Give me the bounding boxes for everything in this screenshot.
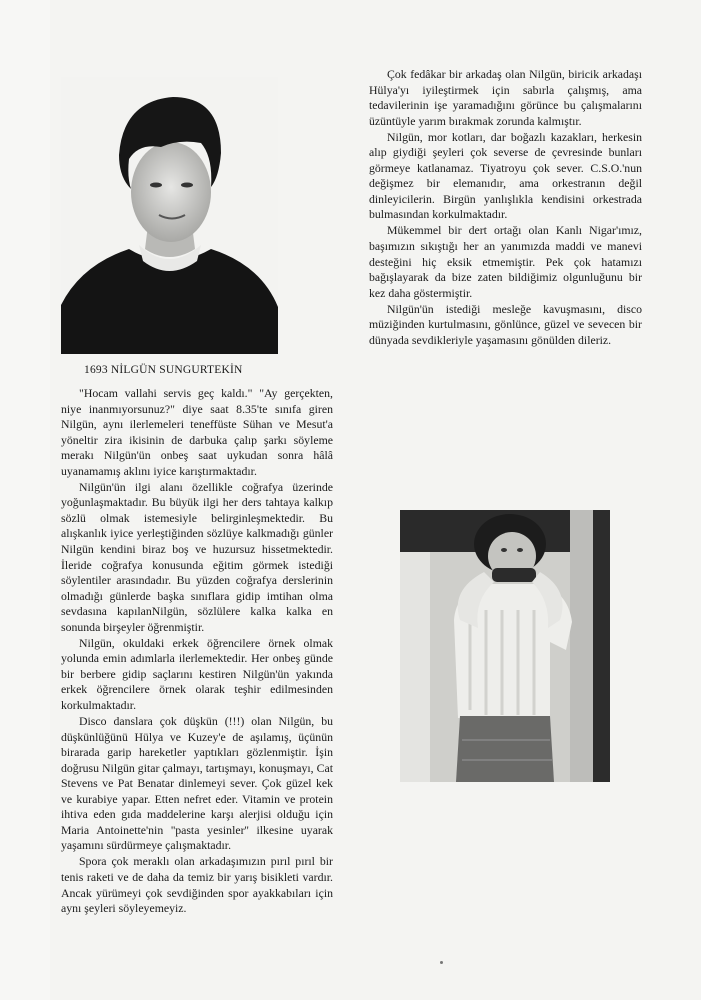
photo-caption: 1693 NİLGÜN SUNGURTEKİN: [84, 364, 243, 376]
paragraph: Disco danslara çok düşkün (!!!) olan Nilgün, bu düşkünlüğünü Hülya ve Kuzey'e de aşılamış, üçünün birarada garip hareketler yaptıkları gözlenmiştir. İşin doğrusu Nilgün gitar çalmayı, tartışmayı, konuşmayı, Cat Stevens ve Pat Benatar dinlemeyi sever. Çok güzel kek ve kurabiye yapar. Etten nefret eder. Vitamin ve protein ihtiva eden gıda maddelerine karşı alerjisi olduğu için Maria Antoinette'nin ''pasta yesinler'' ilkesine uyarak yaşamını sürdürmeye çalışmaktadır.: [61, 713, 333, 853]
page-margin: [0, 0, 50, 1000]
print-speck: [440, 961, 443, 964]
paragraph: Çok fedâkar bir arkadaş olan Nilgün, biricik arkadaşı Hülya'yı iyileştirmek için sabırla çalışmış, ama tedavilerinin işe yaramadığını görünce bu çalışmalarını üzüntüyle yarım bırakmak zorunda kalmıştır.: [369, 67, 642, 128]
paragraph: Nilgün'ün ilgi alanı özellikle coğrafya üzerinde yoğunlaşmaktadır. Bu büyük ilgi her ders tahtaya kalkıp sözlü olmak istemesiyle belirginleşmektedir. Bu alışkanlık iyice yerleştiğinden sözlüye kalkmadığı günler Nilgün kendini biraz boş ve huzursuz hissetmektedir. İleride coğrafya konusunda eğitim görmek istediği söylentiler arasındadır. Bu yüzden coğrafya derslerinin olmadığı günlerde başka sınıflara gidip imtihan olma sevdasına kapılanNilgün, sözlülere kalka kalka en sonunda birşeyler öğrenmiştir.: [61, 479, 333, 634]
portrait-photo: [61, 77, 278, 354]
paragraph: Spora çok meraklı olan arkadaşımızın pırıl pırıl bir tenis raketi ve de daha da temiz bir yarış bisikleti vardır. Ancak yürümeyi çok sevdiğinden spor ayakkabıları için aynı şeyleri söyleyemeyiz.: [61, 854, 333, 916]
left-text-column: [61, 386, 333, 917]
paragraph: Nilgün'ün istediği mesleğe kavuşmasını, disco müziğinden kurtulmasını, gönlünce, güzel ve sevecen bir dünyada sevdikleriyle yaşamasını gönülden dileriz.: [369, 301, 642, 347]
paragraph: Nilgün, okuldaki erkek öğrencilere örnek olmak yolunda emin adımlarla ilerlemektedir. Her onbeş günde bir berbere gidip saçlarını kestiren Nilgün'ün yakında erkek öğrencilere örnek olarak teşhir edilmesinden korkulmaktadır.: [61, 635, 333, 712]
paragraph: Mükemmel bir dert ortağı olan Kanlı Nigar'ımız, başımızın sıkıştığı her an yanımızda maddi ve manevi desteğini hiç eksik etmemiştir. Pek çok hatamızı bağışlayarak da bize zaten bildiğimiz olgunluğunu bir kez daha göstermiştir.: [369, 223, 642, 300]
childhood-photo: [400, 510, 610, 782]
paragraph: Nilgün, mor kotları, dar boğazlı kazakları, herkesin alıp giydiği şeyleri çok severse de çevresinde bunları görmeye katlanamaz. Tiyatroyu çok sever. C.S.O.'nun değişmez bir elemanıdır, ama orkestranın değil dinleyicilerin. Birgün yanlışlıkla kendisini orkestrada bulmasından korkulmaktadır.: [369, 129, 642, 222]
paragraph: "Hocam vallahi servis geç kaldı." "Ay gerçekten, niye inanmıyorsunuz?" diye saat 8.35'te sınıfa giren Nilgün, aynı ilerlemeleri teneffüste Sühan ve Mesut'a yöneltir zira ikisinin de darbuka çalıp şarkı söyleme merakı Nilgün'ün onbeş saat uykudan sonra hâlâ uyanamamış aklını iyice karıştırmaktadır.: [61, 386, 333, 478]
right-text-column: [369, 67, 642, 349]
